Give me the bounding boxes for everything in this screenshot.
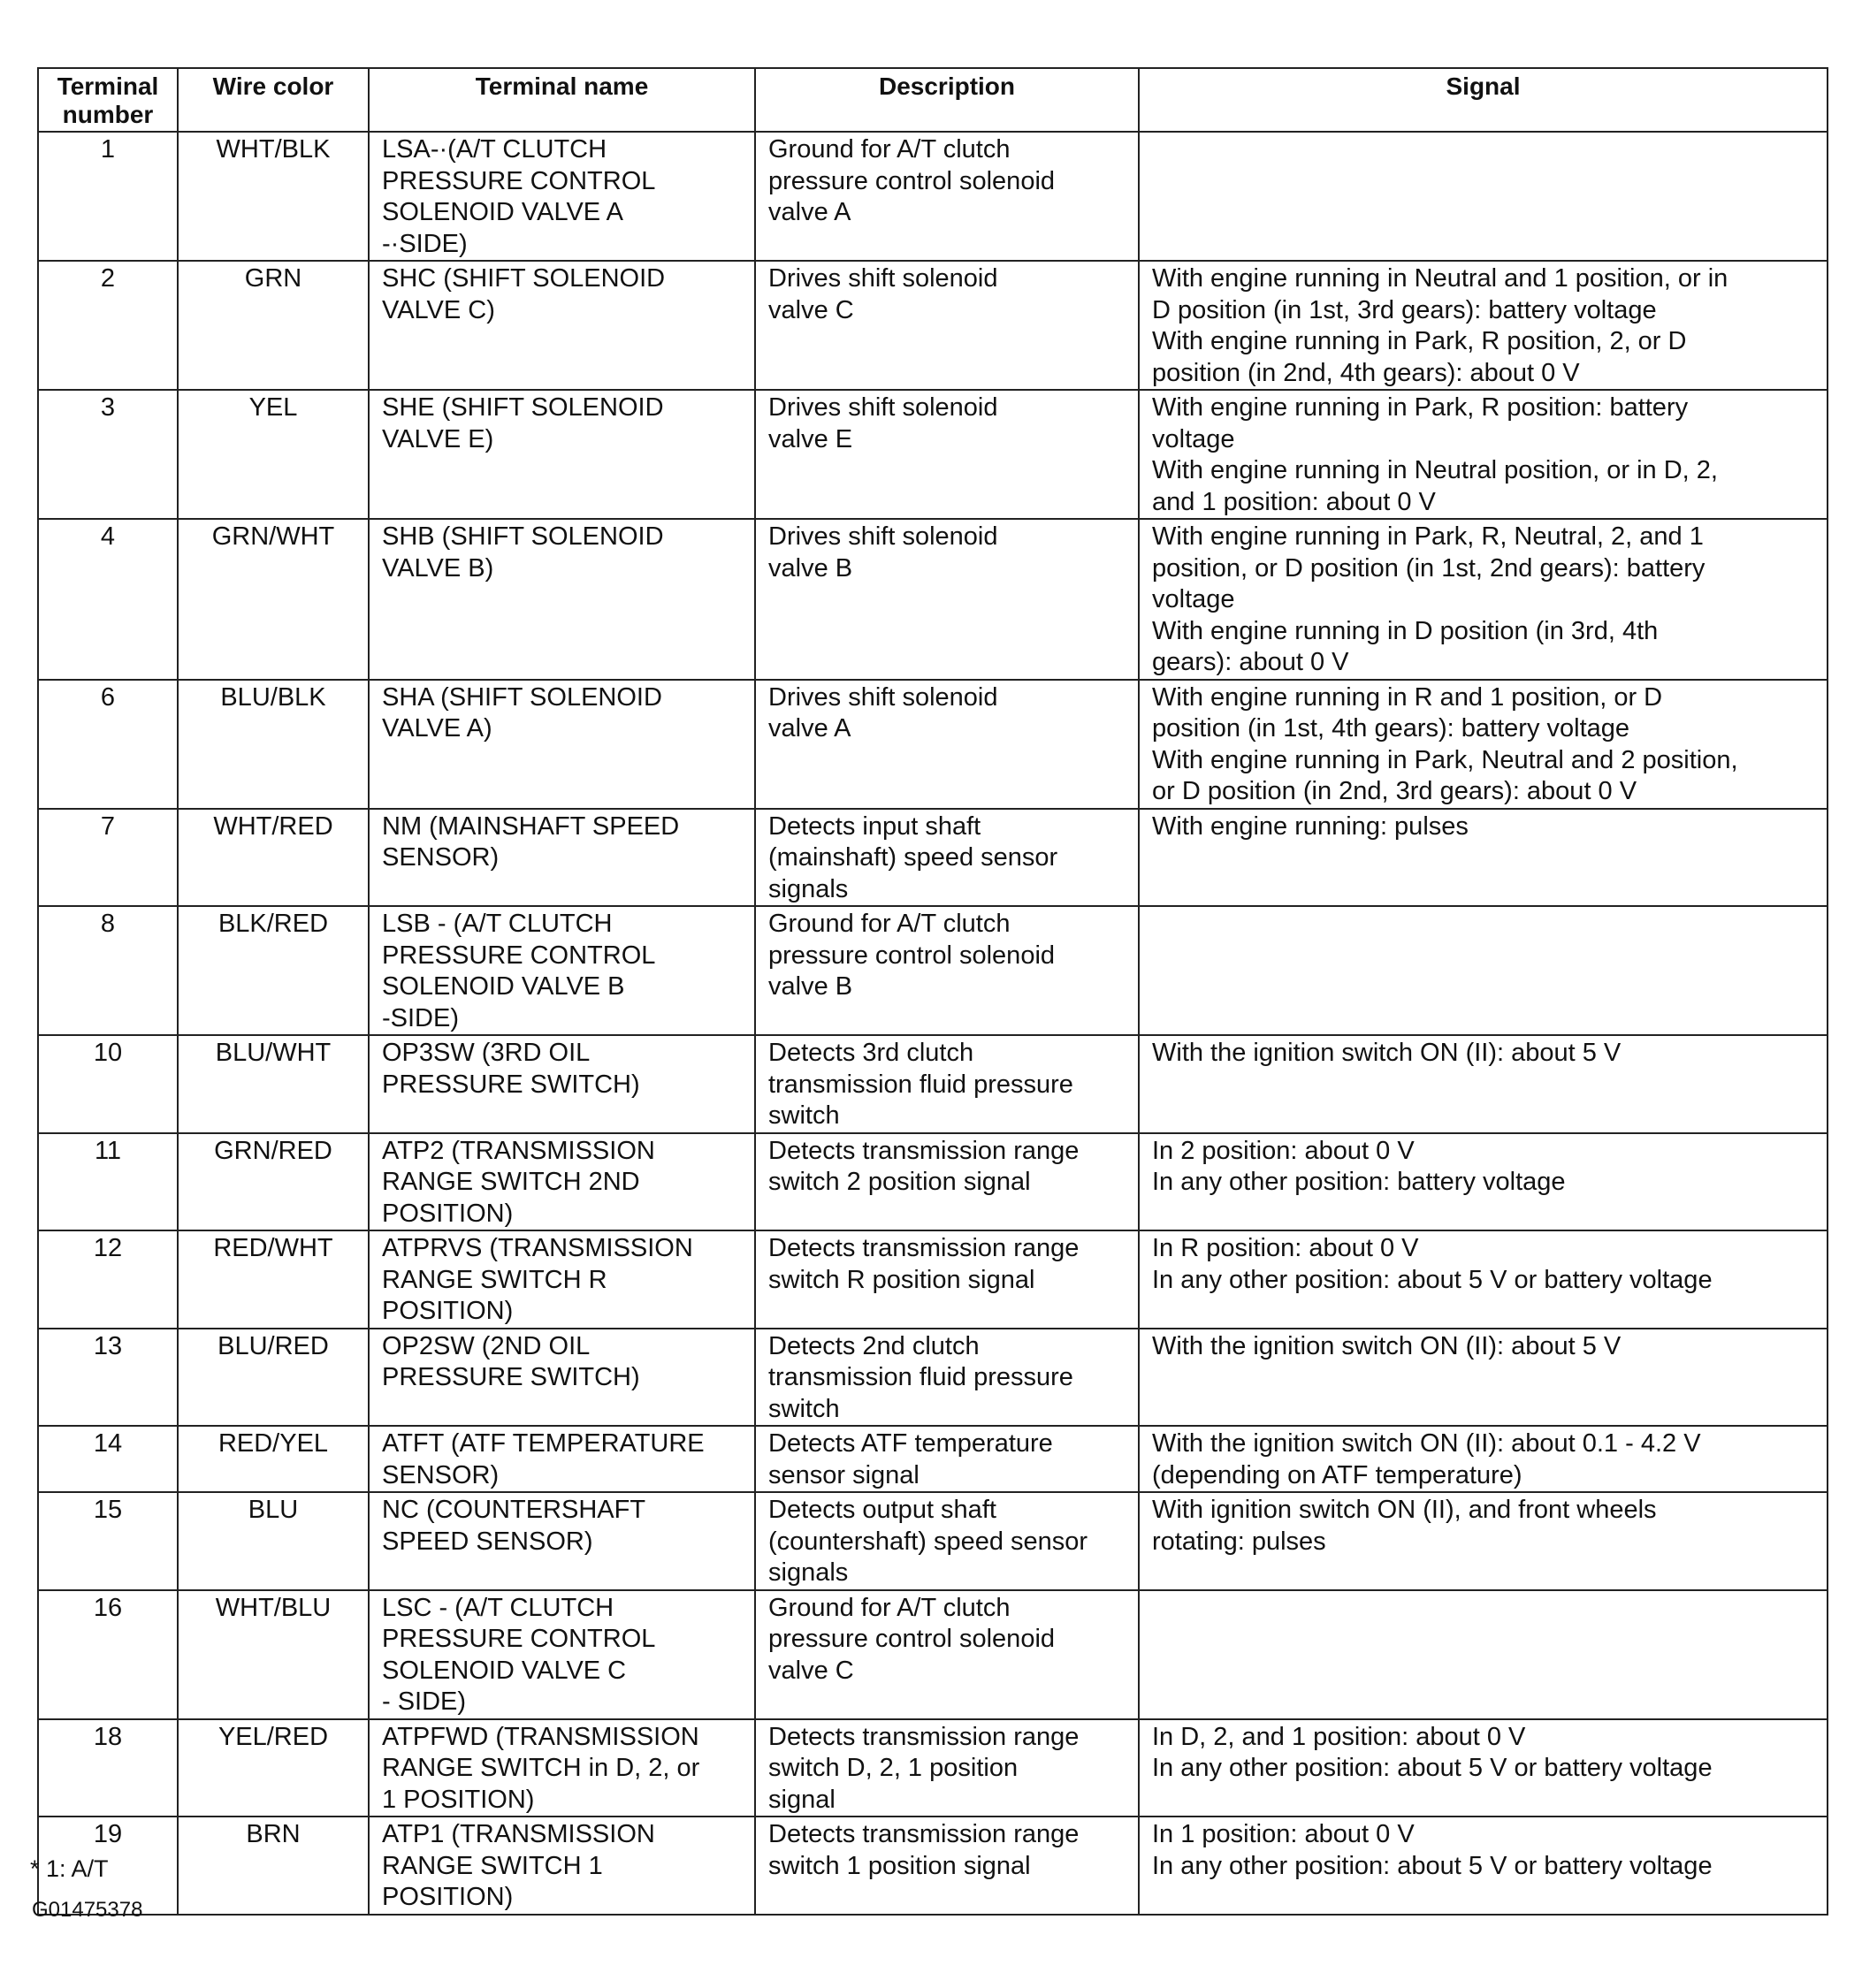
signal-cell-text: In R position: about 0 V In any other position: about 5 V or battery voltage xyxy=(1152,1234,1713,1294)
signal-cell xyxy=(1139,132,1828,261)
description-cell-text: Detects output shaft (countershaft) speed sensor signals xyxy=(768,1496,1088,1587)
terminal-name-cell-text: LSB - (A/T CLUTCH PRESSURE CONTROL SOLENOID VALVE B -SIDE) xyxy=(382,910,656,1032)
signal-cell-text: With engine running in R and 1 position, or D position (in 1st, 4th gears): battery voltage With engine running in Park, Neutral and 2 position, or D position (in 2nd, 3rd gears): about 0 V xyxy=(1152,682,1738,805)
description-cell xyxy=(755,1426,1139,1492)
signal-cell xyxy=(1139,1817,1828,1915)
terminal-number-cell-text: 12 xyxy=(93,1234,123,1262)
figure-code: G01475378 xyxy=(32,1898,143,1922)
terminal-name-cell-text: LSA-·(A/T CLUTCH PRESSURE CONTROL SOLENOID VALVE A -·SIDE) xyxy=(382,135,656,258)
signal-cell xyxy=(1139,1329,1828,1427)
terminal-number-cell xyxy=(38,1719,178,1817)
table-row xyxy=(38,1133,1828,1231)
terminal-name-cell-text: LSC - (A/T CLUTCH PRESSURE CONTROL SOLENOID VALVE C - SIDE) xyxy=(382,1593,656,1716)
terminal-name-cell-text: SHB (SHIFT SOLENOID VALVE B) xyxy=(382,522,664,583)
wire-color-cell-text: WHT/BLK xyxy=(216,135,331,164)
wire-color-cell-text: YEL/RED xyxy=(217,1722,329,1751)
terminal-number-cell xyxy=(38,1133,178,1231)
description-cell-text: Drives shift solenoid valve E xyxy=(768,393,998,453)
table-body xyxy=(38,132,1828,1915)
wire-color-cell xyxy=(178,261,369,390)
header-description: Description xyxy=(755,68,1139,132)
terminal-number-cell xyxy=(38,1590,178,1719)
terminal-number-cell xyxy=(38,261,178,390)
terminal-name-cell-text: OP3SW (3RD OIL PRESSURE SWITCH) xyxy=(382,1039,640,1099)
terminal-name-cell xyxy=(369,1035,755,1133)
wire-color-cell-text: WHT/BLU xyxy=(215,1593,332,1622)
table-row xyxy=(38,1492,1828,1590)
signal-cell-text: With the ignition switch ON (II): about 5 V xyxy=(1152,1039,1622,1067)
signal-cell-text: With the ignition switch ON (II): about 5 V xyxy=(1152,1331,1622,1360)
signal-cell xyxy=(1139,1426,1828,1492)
terminal-name-cell-text: ATP2 (TRANSMISSION RANGE SWITCH 2ND POSITION) xyxy=(382,1136,655,1228)
signal-cell xyxy=(1139,809,1828,907)
description-cell-text: Drives shift solenoid valve A xyxy=(768,682,998,743)
wire-color-cell-text: GRN xyxy=(244,264,302,293)
terminal-number-cell xyxy=(38,906,178,1035)
terminal-name-cell xyxy=(369,261,755,390)
terminal-name-cell xyxy=(369,1590,755,1719)
terminal-number-cell-text: 16 xyxy=(93,1593,123,1622)
wire-color-cell-text: GRN/WHT xyxy=(211,522,335,551)
signal-cell-text: With engine running in Park, R position: battery voltage With engine running in Neutral position, or in D, 2, and 1 position: about 0 V xyxy=(1152,393,1718,516)
wire-color-cell-text: BLK/RED xyxy=(217,910,329,938)
signal-cell xyxy=(1139,680,1828,809)
table-row xyxy=(38,390,1828,519)
table-row xyxy=(38,1590,1828,1719)
table-row xyxy=(38,906,1828,1035)
signal-cell-text: In 1 position: about 0 V In any other position: about 5 V or battery voltage xyxy=(1152,1820,1713,1880)
signal-cell xyxy=(1139,261,1828,390)
description-cell-text: Ground for A/T clutch pressure control solenoid valve A xyxy=(768,135,1056,226)
description-cell xyxy=(755,132,1139,261)
signal-cell xyxy=(1139,1230,1828,1329)
wire-color-cell xyxy=(178,1426,369,1492)
description-cell xyxy=(755,809,1139,907)
signal-cell-text: In 2 position: about 0 V In any other position: battery voltage xyxy=(1152,1136,1566,1196)
table-row xyxy=(38,1230,1828,1329)
terminal-number-cell xyxy=(38,680,178,809)
description-cell-text: Detects transmission range switch R position signal xyxy=(768,1234,1080,1294)
terminal-number-cell xyxy=(38,1230,178,1329)
wire-color-cell xyxy=(178,906,369,1035)
terminal-name-cell-text: OP2SW (2ND OIL PRESSURE SWITCH) xyxy=(382,1331,640,1391)
terminal-number-cell xyxy=(38,1492,178,1590)
table-row xyxy=(38,1426,1828,1492)
table-row xyxy=(38,680,1828,809)
wire-color-cell xyxy=(178,1719,369,1817)
wire-color-cell xyxy=(178,1590,369,1719)
terminal-name-cell xyxy=(369,132,755,261)
header-terminal-name: Terminal name xyxy=(369,68,755,132)
description-cell xyxy=(755,1719,1139,1817)
terminal-name-cell xyxy=(369,906,755,1035)
header-wire-color: Wire color xyxy=(178,68,369,132)
wire-color-cell xyxy=(178,1035,369,1133)
signal-cell xyxy=(1139,1492,1828,1590)
terminal-name-cell xyxy=(369,1230,755,1329)
terminal-number-cell xyxy=(38,1329,178,1427)
wire-color-cell xyxy=(178,680,369,809)
signal-cell-text: With engine running in Neutral and 1 position, or in D position (in 1st, 3rd gears): battery voltage With engine running in Park, R position, 2, or D position (in 2nd, 4th gears): about 0 V xyxy=(1152,264,1728,387)
terminal-name-cell xyxy=(369,519,755,680)
wire-color-cell xyxy=(178,132,369,261)
wire-color-cell xyxy=(178,1133,369,1231)
signal-cell xyxy=(1139,1133,1828,1231)
signal-cell-text: With ignition switch ON (II), and front wheels rotating: pulses xyxy=(1152,1496,1657,1556)
description-cell xyxy=(755,519,1139,680)
wire-color-cell xyxy=(178,519,369,680)
terminal-number-cell xyxy=(38,132,178,261)
description-cell-text: Detects 2nd clutch transmission fluid pressure switch xyxy=(768,1331,1073,1423)
description-cell-text: Detects 3rd clutch transmission fluid pressure switch xyxy=(768,1039,1073,1130)
wire-color-cell-text: WHT/RED xyxy=(213,811,333,841)
terminal-name-cell-text: SHE (SHIFT SOLENOID VALVE E) xyxy=(382,393,664,453)
terminal-name-cell xyxy=(369,1329,755,1427)
description-cell-text: Detects transmission range switch D, 2, 1 position signal xyxy=(768,1722,1080,1814)
description-cell-text: Detects input shaft (mainshaft) speed sensor signals xyxy=(768,811,1058,903)
wire-color-cell xyxy=(178,809,369,907)
terminal-number-cell-text: 3 xyxy=(100,393,116,422)
wire-color-cell-text: YEL xyxy=(248,393,298,422)
description-cell xyxy=(755,680,1139,809)
terminal-name-cell-text: ATP1 (TRANSMISSION RANGE SWITCH 1 POSITION) xyxy=(382,1820,655,1911)
terminal-name-cell xyxy=(369,1426,755,1492)
terminal-name-cell xyxy=(369,809,755,907)
table-row xyxy=(38,261,1828,390)
signal-cell-text: In D, 2, and 1 position: about 0 V In any other position: about 5 V or battery voltage xyxy=(1152,1722,1713,1782)
wire-color-cell-text: BRN xyxy=(246,1820,301,1848)
table-row xyxy=(38,132,1828,261)
terminal-number-cell-text: 7 xyxy=(100,811,116,841)
description-cell-text: Detects ATF temperature sensor signal xyxy=(768,1429,1053,1489)
signal-cell xyxy=(1139,519,1828,680)
description-cell xyxy=(755,1035,1139,1133)
wire-color-cell-text: RED/YEL xyxy=(217,1429,329,1458)
signal-cell xyxy=(1139,906,1828,1035)
signal-cell-text: With the ignition switch ON (II): about 0.1 - 4.2 V (depending on ATF temperature) xyxy=(1152,1429,1701,1489)
signal-cell-text: With engine running in Park, R, Neutral, 2, and 1 position, or D position (in 1st, 2nd gears): battery voltage With engine running in D position (in 3rd, 4th gears): about 0 V xyxy=(1152,522,1706,676)
terminal-name-cell-text: NC (COUNTERSHAFT SPEED SENSOR) xyxy=(382,1496,646,1556)
terminal-name-cell xyxy=(369,390,755,519)
description-cell xyxy=(755,1329,1139,1427)
description-cell xyxy=(755,906,1139,1035)
table-header-row xyxy=(38,68,1828,132)
description-cell-text: Detects transmission range switch 2 position signal xyxy=(768,1136,1080,1196)
wire-color-cell-text: BLU/WHT xyxy=(215,1039,332,1067)
terminal-number-cell xyxy=(38,1035,178,1133)
terminal-name-cell-text: ATPFWD (TRANSMISSION RANGE SWITCH in D, 2, or 1 POSITION) xyxy=(382,1722,700,1814)
description-cell-text: Ground for A/T clutch pressure control solenoid valve B xyxy=(768,910,1056,1001)
terminal-number-cell-text: 19 xyxy=(93,1820,123,1848)
header-terminal-number: Terminal number xyxy=(38,68,178,132)
terminal-name-cell xyxy=(369,1133,755,1231)
terminal-number-cell-text: 13 xyxy=(93,1331,123,1360)
terminal-number-cell-text: 1 xyxy=(100,135,116,164)
wire-color-cell xyxy=(178,1817,369,1915)
terminal-number-cell-text: 14 xyxy=(93,1429,123,1458)
description-cell xyxy=(755,390,1139,519)
table-row xyxy=(38,1817,1828,1915)
description-cell-text: Detects transmission range switch 1 position signal xyxy=(768,1820,1080,1880)
description-cell xyxy=(755,261,1139,390)
terminal-number-cell-text: 10 xyxy=(93,1039,123,1067)
description-cell-text: Ground for A/T clutch pressure control solenoid valve C xyxy=(768,1593,1056,1685)
wire-color-cell xyxy=(178,1329,369,1427)
description-cell xyxy=(755,1133,1139,1231)
signal-cell xyxy=(1139,390,1828,519)
table-row xyxy=(38,1035,1828,1133)
terminal-name-cell xyxy=(369,1492,755,1590)
wire-color-cell-text: BLU xyxy=(248,1496,299,1524)
terminal-name-cell-text: ATFT (ATF TEMPERATURE SENSOR) xyxy=(382,1429,705,1489)
signal-cell-text: With engine running: pulses xyxy=(1152,811,1469,841)
terminal-name-cell xyxy=(369,680,755,809)
wire-color-cell xyxy=(178,1492,369,1590)
terminal-number-cell-text: 4 xyxy=(100,522,116,551)
terminal-number-cell xyxy=(38,809,178,907)
description-cell xyxy=(755,1817,1139,1915)
terminal-number-cell-text: 6 xyxy=(100,682,116,712)
terminal-number-cell-text: 8 xyxy=(100,910,116,938)
wire-color-cell xyxy=(178,1230,369,1329)
terminal-name-cell-text: NM (MAINSHAFT SPEED SENSOR) xyxy=(382,811,680,872)
footnote: * 1: A/T xyxy=(30,1855,109,1882)
description-cell xyxy=(755,1590,1139,1719)
terminal-number-cell-text: 2 xyxy=(100,264,116,293)
table-row xyxy=(38,809,1828,907)
terminal-number-cell xyxy=(38,519,178,680)
terminal-table xyxy=(37,67,1828,1916)
table-row xyxy=(38,1329,1828,1427)
table-row xyxy=(38,1719,1828,1817)
terminal-number-cell xyxy=(38,1426,178,1492)
terminal-name-cell-text: SHC (SHIFT SOLENOID VALVE C) xyxy=(382,264,666,324)
signal-cell xyxy=(1139,1719,1828,1817)
wire-color-cell-text: BLU/BLK xyxy=(220,682,326,712)
terminal-number-cell xyxy=(38,390,178,519)
terminal-number-cell-text: 18 xyxy=(93,1722,123,1751)
terminal-name-cell xyxy=(369,1719,755,1817)
signal-cell xyxy=(1139,1035,1828,1133)
description-cell-text: Drives shift solenoid valve C xyxy=(768,264,998,324)
terminal-number-cell-text: 15 xyxy=(93,1496,123,1524)
terminal-name-cell xyxy=(369,1817,755,1915)
description-cell xyxy=(755,1230,1139,1329)
wire-color-cell-text: RED/WHT xyxy=(213,1234,333,1262)
terminal-name-cell-text: SHA (SHIFT SOLENOID VALVE A) xyxy=(382,682,662,743)
header-signal: Signal xyxy=(1139,68,1828,132)
signal-cell xyxy=(1139,1590,1828,1719)
wire-color-cell-text: BLU/RED xyxy=(217,1331,329,1360)
wire-color-cell xyxy=(178,390,369,519)
description-cell-text: Drives shift solenoid valve B xyxy=(768,522,998,583)
description-cell xyxy=(755,1492,1139,1590)
wire-color-cell-text: GRN/RED xyxy=(214,1136,332,1165)
terminal-name-cell-text: ATPRVS (TRANSMISSION RANGE SWITCH R POSITION) xyxy=(382,1234,693,1325)
table-row xyxy=(38,519,1828,680)
terminal-number-cell-text: 11 xyxy=(94,1136,122,1165)
